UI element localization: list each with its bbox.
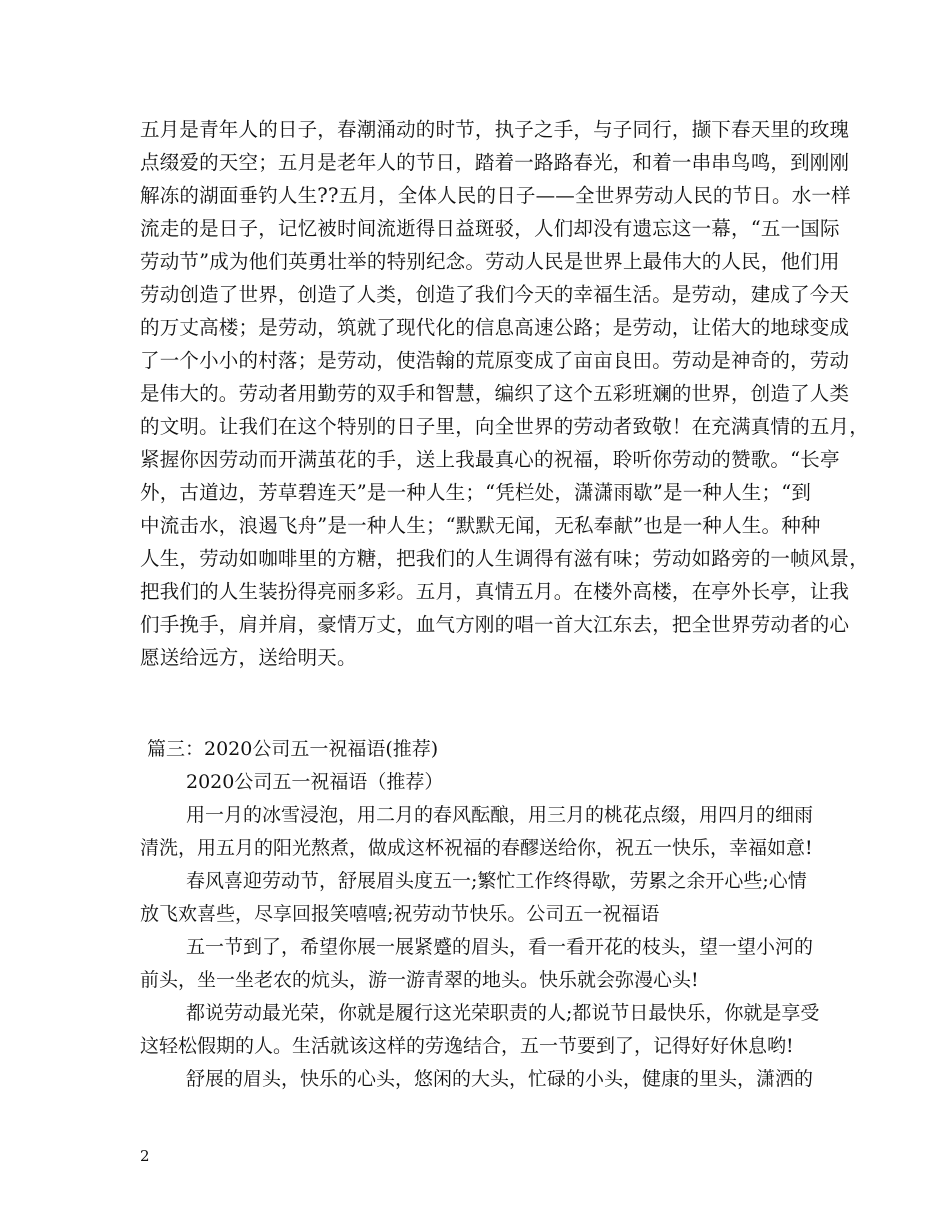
text-line: 把我们的人生装扮得亮丽多彩。五月，真情五月。在楼外高楼，在亭外长亭，让我 xyxy=(140,580,850,603)
text-line: 人生，劳动如咖啡里的方糖，把我们的人生调得有滋有味；劳动如路旁的一帧风景， xyxy=(140,547,869,570)
text-line: 愿送给远方，送给明天。 xyxy=(140,646,357,669)
paragraph-5 xyxy=(140,1063,820,1096)
text-line: 五月是青年人的日子，春潮涌动的时节，执子之手，与子同行，撷下春天里的玫瑰 xyxy=(140,118,850,141)
text-line: 前头，坐一坐老农的炕头，游一游青翠的地头。快乐就会弥漫心头! xyxy=(140,969,699,991)
text-line: 清洗，用五月的阳光熬煮，做成这杯祝福的春醪送给你，祝五一快乐，幸福如意! xyxy=(140,837,813,859)
paragraph-2 xyxy=(140,865,820,931)
text-line: 劳动创造了世界，创造了人类，创造了我们今天的幸福生活。是劳动，建成了今天 xyxy=(140,283,850,306)
text-line: 用一月的冰雪浸泡，用二月的春风酝酿，用三月的桃花点缀，用四月的细雨 xyxy=(186,804,814,826)
text-line: 们手挽手，肩并肩，豪情万丈，血气方刚的唱一首大江东去，把全世界劳动者的心 xyxy=(140,613,850,636)
text-line: 的文明。让我们在这个特别的日子里，向全世界的劳动者致敬！在充满真情的五月， xyxy=(140,415,869,438)
paragraph-4 xyxy=(140,997,820,1063)
text-line: 放飞欢喜些，尽享回报笑嘻嘻;祝劳动节快乐。公司五一祝福语 xyxy=(140,903,660,925)
text-line: 了一个小小的村落；是劳动，使浩翰的荒原变成了亩亩良田。劳动是神奇的，劳动 xyxy=(140,349,850,372)
text-line: 舒展的眉头，快乐的心头，悠闲的大头，忙碌的小头，健康的里头，潇洒的 xyxy=(186,1068,814,1090)
section-title-text: 2020公司五一祝福语（推荐） xyxy=(186,771,444,793)
text-line: 外，古道边，芳草碧连天”是一种人生；“凭栏处，潇潇雨歇”是一种人生；“到 xyxy=(140,481,812,504)
paragraph-3 xyxy=(140,931,820,997)
paragraph-1 xyxy=(140,799,820,865)
text-line: 春风喜迎劳动节，舒展眉头度五一;繁忙工作终得歇，劳累之余开心些;心情 xyxy=(186,870,807,892)
text-line: 的万丈高楼；是劳动，筑就了现代化的信息高速公路；是劳动，让偌大的地球变成 xyxy=(140,316,850,339)
text-line: 都说劳动最光荣，你就是履行这光荣职责的人;都说节日最快乐，你就是享受 xyxy=(186,1002,820,1024)
text-line: 点缀爱的天空；五月是老年人的节日，踏着一路路春光，和着一串串鸟鸣，到刚刚 xyxy=(140,151,850,174)
text-line: 紧握你因劳动而开满茧花的手，送上我最真心的祝福，聆听你劳动的赞歌。“长亭 xyxy=(140,448,840,471)
text-line: 劳动节”成为他们英勇壮举的特别纪念。劳动人民是世界上最伟大的人民，他们用 xyxy=(140,250,840,273)
text-line: 是伟大的。劳动者用勤劳的双手和智慧，编织了这个五彩班斓的世界，创造了人类 xyxy=(140,382,850,405)
section-title xyxy=(140,766,820,799)
text-line: 五一节到了，希望你展一展紧蹙的眉头，看一看开花的枝头，望一望小河的 xyxy=(186,936,814,958)
section-heading xyxy=(140,733,820,766)
section-heading-text: 篇三：2020公司五一祝福语(推荐) xyxy=(147,738,439,760)
main-paragraph xyxy=(140,113,869,674)
page-number: 2 xyxy=(140,1147,150,1165)
text-line: 中流击水，浪遏飞舟”是一种人生；“默默无闻，无私奉献”也是一种人生。种种 xyxy=(140,514,821,537)
text-line: 流走的是日子，记忆被时间流逝得日益斑驳，人们却没有遗忘这一幕，“五一国际 xyxy=(140,217,840,240)
text-line: 解冻的湖面垂钓人生??五月，全体人民的日子——全世界劳动人民的节日。水一样 xyxy=(140,184,851,207)
text-line: 这轻松假期的人。生活就该这样的劳逸结合，五一节要到了，记得好好休息哟! xyxy=(140,1035,794,1057)
